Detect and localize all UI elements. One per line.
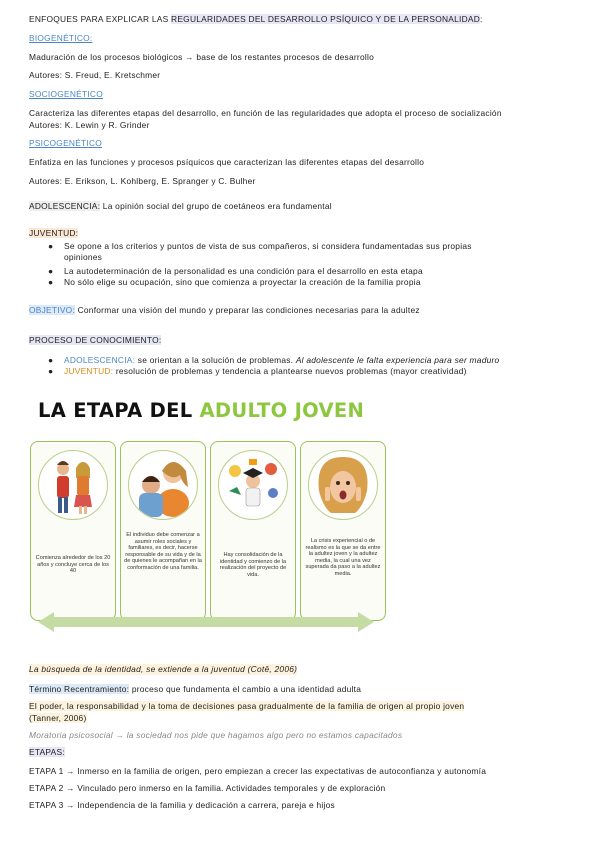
sociogenetico-desc: Caracteriza las diferentes etapas del desarrollo, en función de las regularidades que adopta el proceso de socialización — [29, 108, 502, 118]
panel-text: El individuo debe comenzar a asumir roles sociales y familiares, es decir, hacerse responsable de su vida y de la de quienes le acompañan en la conformación de una familia. — [124, 532, 202, 571]
family-illustration — [128, 450, 198, 520]
etapa-item: ETAPA 2 → Vinculado pero inmerso en la familia. Actividades temporales y de exploración — [29, 783, 386, 793]
sociogenetico-authors: Autores: K. Lewin y R. Grinder — [29, 120, 150, 130]
couple-illustration — [38, 450, 108, 520]
etapas-label: ETAPAS: — [29, 747, 65, 757]
panel-text: Comienza alrededor de los 20 años y concluye cerca de los 40 — [35, 555, 111, 575]
adulto-joven-infographic — [28, 393, 390, 649]
infographic-panel — [210, 441, 296, 621]
biogenetico-desc: Maduración de los procesos biológicos → base de los restantes procesos de desarrollo — [29, 52, 375, 62]
infographic-panel — [120, 441, 206, 621]
proceso-item-label: ADOLESCENCIA: — [64, 355, 136, 365]
termino-line — [29, 684, 580, 695]
bullet-icon: ● — [48, 266, 54, 276]
psicogenetico-desc: Enfatiza en las funciones y procesos psíquicos que caracterizan las diferentes etapas del desarrollo — [29, 157, 425, 167]
bullet-text: opiniones — [64, 252, 103, 262]
bullet-text: Se opone a los criterios y puntos de vista de sus compañeros, si considera fundamentadas sus propias — [64, 241, 472, 251]
bullet-icon: ● — [48, 241, 54, 251]
juventud-label-line — [29, 228, 580, 239]
sociogenetico-title: SOCIOGENÉTICO — [29, 89, 103, 99]
poder-citation: (Tanner, 2006) — [29, 713, 87, 723]
panel-text: Hay consolidación de la identidad y comienzo de la realización del proyecto de vida. — [219, 552, 287, 578]
etapa-item: ETAPA 3 → Independencia de la familia y dedicación a carrera, pareja e hijos — [29, 800, 335, 810]
termino-label: Término Recentramiento: — [29, 684, 130, 694]
objetivo-text: Conformar una visión del mundo y preparar las condiciones necesarias para la adultez — [75, 305, 420, 315]
juventud-label: JUVENTUD: — [29, 228, 79, 238]
panel-text: La crisis experiencial o de realismo es la que se da entre la adultez joven y la adultez media, la cual una vez superada da paso a la adultez media. — [305, 538, 381, 577]
heading-highlight: REGULARIDADES DEL DESARROLLO PSÍQUICO Y DE LA PERSONALIDAD — [171, 14, 481, 24]
infographic-title-green: ADULTO JOVEN — [199, 399, 365, 422]
heading-suffix: : — [480, 14, 483, 24]
bullet-text: No sólo elige su ocupación, sino que comienza a proyectar la creación de la familia propia — [64, 277, 421, 287]
timeline-arrow-icon — [38, 612, 374, 632]
objetivo-line — [29, 305, 580, 316]
biogenetico-authors: Autores: S. Freud, E. Kretschmer — [29, 70, 161, 80]
main-heading — [29, 14, 580, 25]
adolescencia-line — [29, 201, 580, 212]
proceso-item-label: JUVENTUD: — [64, 366, 114, 376]
bullet-icon: ● — [48, 355, 54, 365]
graduate-illustration — [218, 450, 288, 520]
infographic-title-black: LA ETAPA DEL — [38, 399, 200, 422]
psicogenetico-authors: Autores: E. Erikson, L. Kohlberg, E. Spranger y C. Bulher — [29, 176, 256, 186]
infographic-panel — [30, 441, 116, 621]
proceso-item-italic: Al adolescente le falta experiencia para ser maduro — [295, 355, 500, 365]
poder-line-2 — [29, 713, 580, 724]
bullet-icon: ● — [48, 277, 54, 287]
adolescencia-text: La opinión social del grupo de coetáneos era fundamental — [100, 201, 332, 211]
proceso-label: PROCESO DE CONOCIMIENTO: — [29, 335, 162, 345]
termino-text: proceso que fundamenta el cambio a una identidad adulta — [129, 684, 362, 694]
objetivo-label: OBJETIVO: — [29, 305, 75, 315]
bullet-icon: ● — [48, 366, 54, 376]
etapas-label-line — [29, 747, 580, 758]
etapa-item: ETAPA 1 → Inmerso en la familia de origen, pero empiezan a crecer las expectativas de autoconfianza y autonomía — [29, 766, 487, 776]
surprised-woman-illustration — [308, 450, 378, 520]
psicogenetico-title: PSICOGENÉTICO — [29, 138, 103, 148]
proceso-item-text: resolución de problemas y tendencia a plantearse nuevos problemas (mayor creatividad) — [113, 366, 467, 376]
poder-line-1 — [29, 701, 580, 712]
infographic-panel — [300, 441, 386, 621]
heading-prefix: ENFOQUES PARA EXPLICAR LAS — [29, 14, 172, 24]
busqueda-line: La búsqueda de la identidad, se extiende a la juventud (Cotê, 2006) — [29, 664, 298, 674]
bullet-text: La autodeterminación de la personalidad es una condición para el desarrollo en esta etapa — [64, 266, 423, 276]
moratoria-line: Moratoria psicosocial → la sociedad nos pide que hagamos algo pero no estamos capacitados — [29, 730, 403, 740]
proceso-label-line — [29, 335, 580, 346]
poder-text: El poder, la responsabilidad y la toma de decisiones pasa gradualmente de la familia de origen al propio joven — [29, 701, 465, 711]
biogenetico-title: BIOGENÉTICO: — [29, 33, 93, 43]
infographic-title — [38, 399, 364, 422]
proceso-item-text: se orientan a la solución de problemas. — [135, 355, 296, 365]
adolescencia-label: ADOLESCENCIA: — [29, 201, 101, 211]
